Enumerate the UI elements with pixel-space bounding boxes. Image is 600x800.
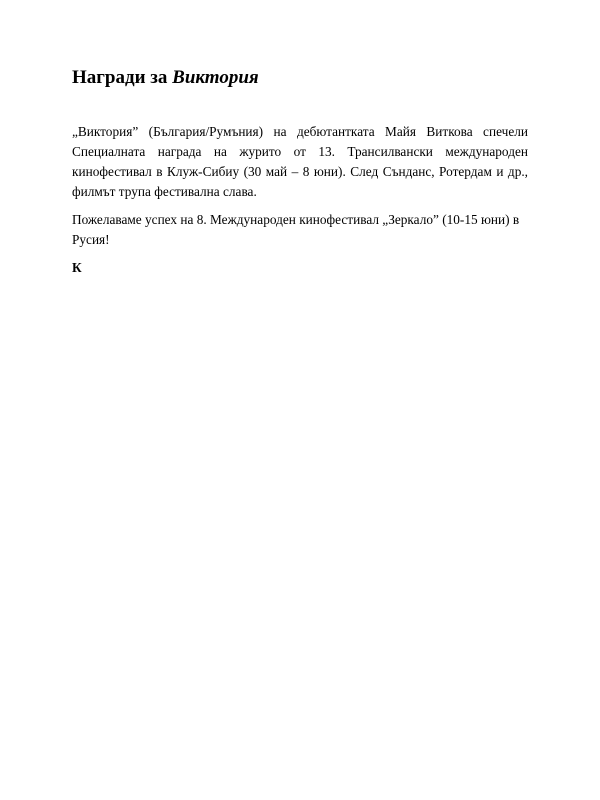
title-prefix: Награди за (72, 67, 173, 88)
signature: К (72, 260, 82, 275)
paragraph-award: „Виктория” (България/Румъния) на дебютантката Майя Виткова спечели Специалната награда на журито от 13. Трансилвански международен кинофестивал в Клуж-Сибиу (30 май – 8 юни). След Сънданс, Ротердам и др., филмът трупа фестивална слава. (72, 124, 528, 199)
document-title (72, 66, 528, 90)
document-page (72, 66, 528, 278)
document-body (72, 122, 528, 278)
title-film-name: Виктория (172, 67, 259, 88)
paragraph-wishes: Пожелаваме успех на 8. Международен кинофестивал „Зеркало” (10-15 юни) в Русия! (72, 212, 520, 247)
